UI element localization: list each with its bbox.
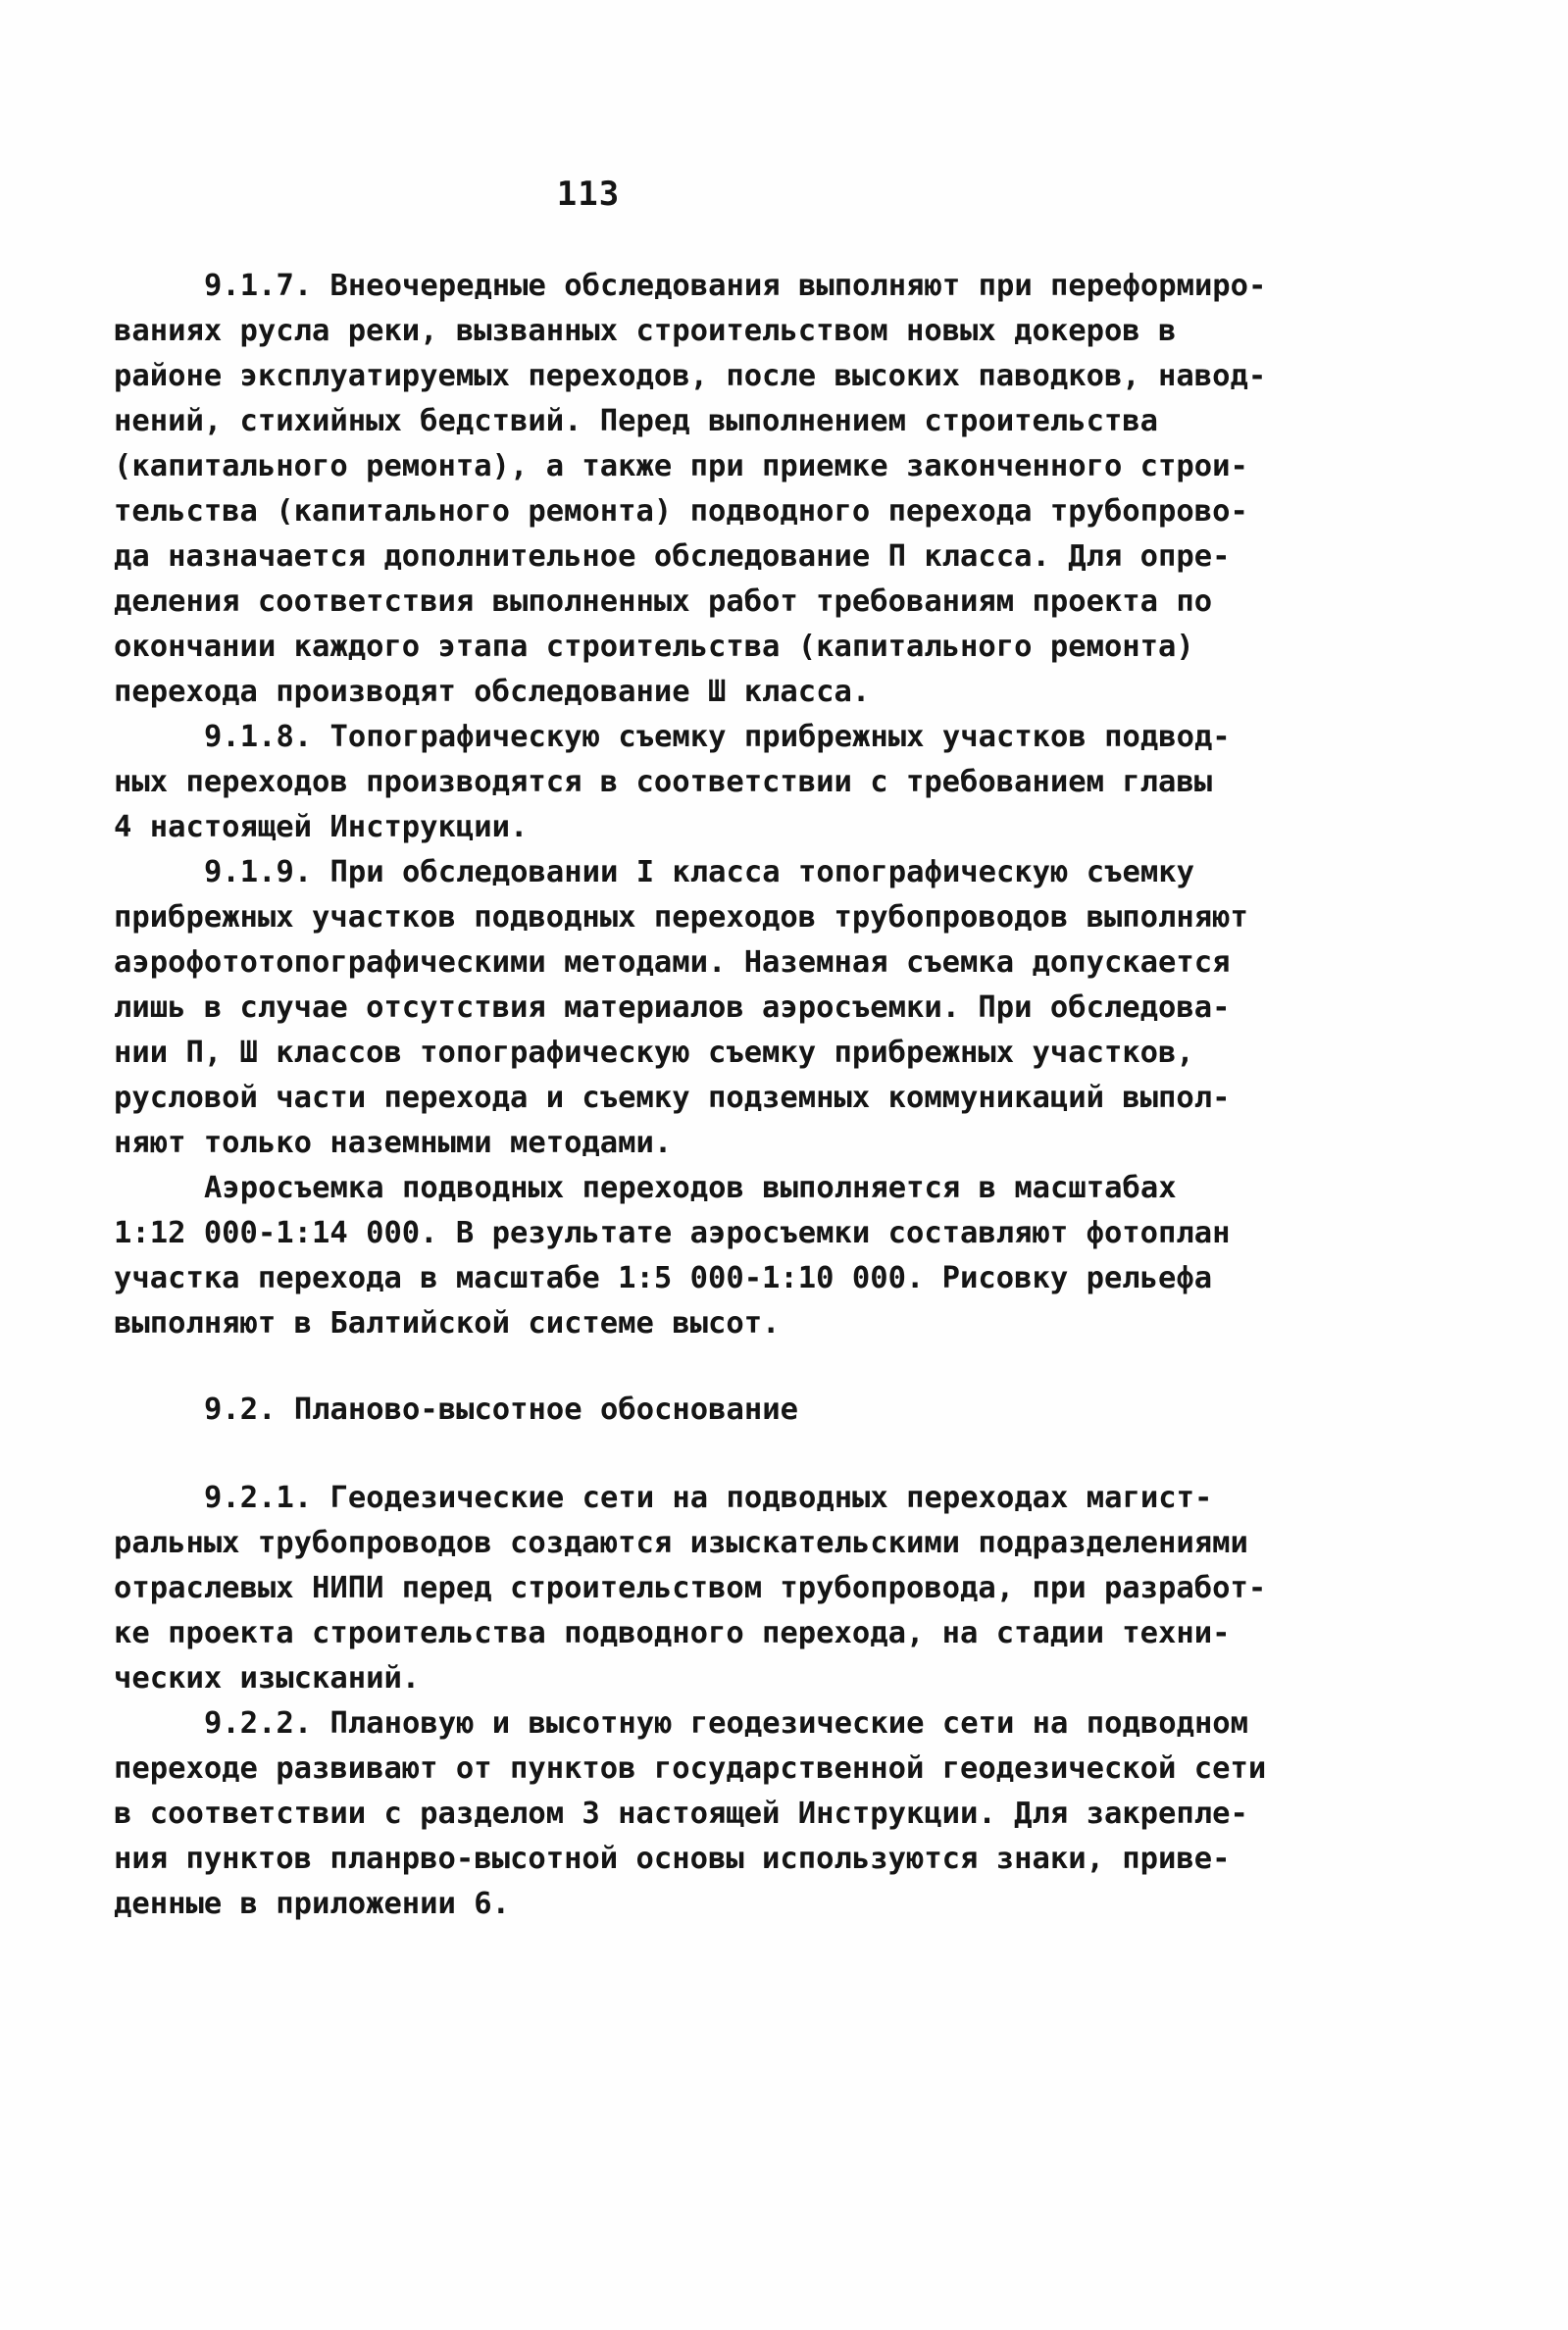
text-line: ральных трубопроводов создаются изыскательскими подразделениями [114, 1526, 1248, 1560]
text-line: 4 настоящей Инструкции. [114, 810, 529, 844]
text-line: ческих изысканий. [114, 1661, 421, 1696]
text-line: аэрофототопографическими методами. Наземная съемка допускается [114, 945, 1231, 980]
text-line: переходе развивают от пунктов государственной геодезической сети [114, 1751, 1267, 1786]
text-line: окончании каждого этапа строительства (капитального ремонта) [114, 630, 1194, 664]
text-line: денные в приложении 6. [114, 1887, 510, 1921]
text-line: в соответствии с разделом 3 настоящей Инструкции. Для закрепле- [114, 1797, 1248, 1831]
text-line: 9.1.8. Топографическую съемку прибрежных участков подвод- [204, 720, 1231, 754]
text-line: тельства (капитального ремонта) подводного перехода трубопрово- [114, 494, 1248, 529]
text-line: 9.1.7. Внеочередные обследования выполняют при переформиро- [204, 269, 1267, 303]
text-line: (капитального ремонта), а также при приемке законченного строи- [114, 449, 1248, 483]
text-line: ке проекта строительства подводного перехода, на стадии техни- [114, 1616, 1231, 1650]
text-line: выполняют в Балтийской системе высот. [114, 1306, 781, 1341]
text-line: 9.2.1. Геодезические сети на подводных переходах магист- [204, 1481, 1213, 1515]
section-heading: 9.2. Планово-высотное обоснование [204, 1393, 798, 1427]
text-line: ных переходов производятся в соответствии с требованием главы [114, 765, 1213, 799]
text-line: русловой части перехода и съемку подземных коммуникаций выпол- [114, 1081, 1231, 1115]
text-line: прибрежных участков подводных переходов трубопроводов выполняют [114, 900, 1248, 935]
text-line: нии П, Ш классов топографическую съемку прибрежных участков, [114, 1036, 1194, 1070]
text-line: деления соответствия выполненных работ требованиям проекта по [114, 584, 1213, 619]
text-line: Аэросъемка подводных переходов выполняется в масштабах [204, 1171, 1177, 1205]
text-line: ния пунктов планрво-высотной основы используются знаки, приве- [114, 1842, 1231, 1876]
text-line: отраслевых НИПИ перед строительством трубопровода, при разработ- [114, 1571, 1267, 1605]
text-line: районе эксплуатируемых переходов, после высоких паводков, навод- [114, 359, 1267, 393]
text-line: 9.1.9. При обследовании I класса топографическую съемку [204, 855, 1194, 889]
text-line: 9.2.2. Плановую и высотную геодезические сети на подводном [204, 1706, 1249, 1741]
page-number: 113 [556, 175, 621, 214]
text-line: да назначается дополнительное обследование П класса. Для опре- [114, 539, 1231, 574]
text-line: лишь в случае отсутствия материалов аэросъемки. При обследова- [114, 990, 1231, 1025]
text-line: 1:12 000-1:14 000. В результате аэросъемки составляют фотоплан [114, 1216, 1231, 1250]
text-line: ваниях русла реки, вызванных строительством новых докеров в [114, 314, 1177, 348]
text-line: няют только наземными методами. [114, 1126, 673, 1160]
text-line: участка перехода в масштабе 1:5 000-1:10 000. Рисовку рельефа [114, 1261, 1213, 1295]
text-line: нений, стихийных бедствий. Перед выполнением строительства [114, 404, 1159, 438]
text-line: перехода производят обследование Ш класса. [114, 675, 871, 709]
